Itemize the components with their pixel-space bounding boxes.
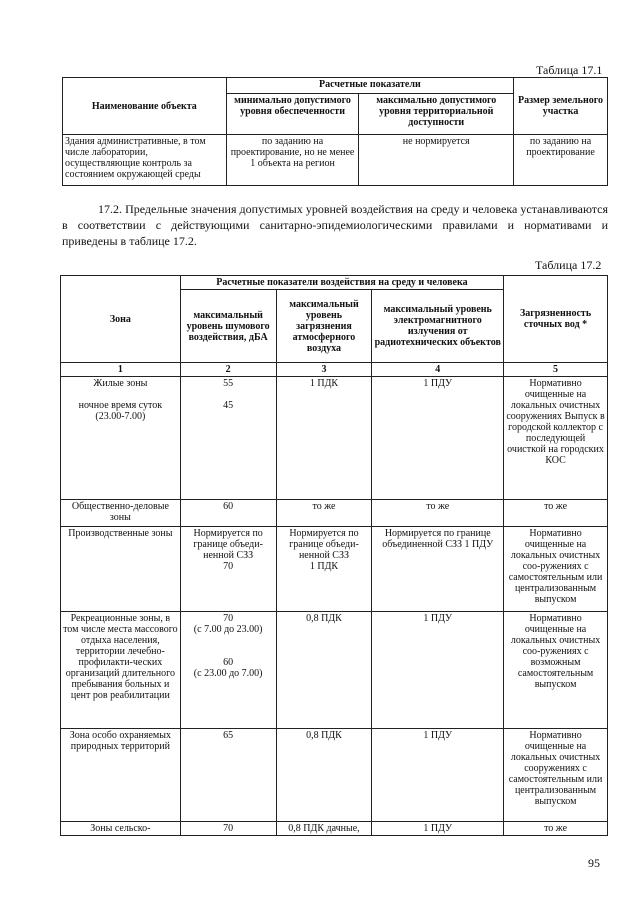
table-row (61, 612, 608, 729)
table-row (61, 500, 608, 527)
t2-r3-zone: Производственные зоны (61, 527, 181, 612)
t2-r2-air: то же (276, 500, 372, 527)
t1-header-name: Наименование объекта (63, 78, 227, 135)
t2-r1-em: 1 ПДУ (372, 377, 504, 500)
t2-r1-noise-a: 55 (223, 378, 234, 389)
t2-r1-zone-a: Жилые зоны (93, 378, 148, 389)
t1-cell-min: по заданию на проектирование, но не менее 1 объекта на регион (226, 135, 359, 186)
t2-num-4: 4 (372, 363, 504, 377)
t2-r4-zone: Рекреационные зоны, в том числе места массового отдыха населения, территории лечебно-профилакти-ческих организаций длительного пребывания больных и цент ров реабилитации (61, 612, 181, 729)
t2-r2-em: то же (372, 500, 504, 527)
t2-r3-air (276, 527, 372, 612)
page-number: 95 (588, 856, 600, 870)
t1-cell-name: Здания административные, в том числе лаборатории, осуществляющие контроль за состоянием окружающей среды (63, 135, 227, 186)
t2-r4-noise-a2: (с 7.00 до 23.00) (193, 624, 263, 635)
t2-r4-noise-b: 60 (223, 657, 234, 668)
t2-r3-noise (180, 527, 276, 612)
paragraph-17-2: 17.2. Предельные значения допустимых уровней воздействия на среду и человека устанавливаются в соответствии с действующими санитарно-эпидемиологическими правилами и нормативами и приведены в таблице 17.2. (62, 202, 608, 248)
t2-r5-air: 0,8 ПДК (276, 729, 372, 822)
table-row (61, 729, 608, 822)
t2-r1-noise (180, 377, 276, 500)
t2-r1-air: 1 ПДК (276, 377, 372, 500)
t2-number-row (61, 363, 608, 377)
t2-r6-noise: 70 (180, 822, 276, 836)
t2-header-em: максимальный уровень электромагнитного излучения от радиотехнических объектов (372, 290, 504, 363)
t2-r1-zone-b: ночное время суток (23.00-7.00) (78, 400, 163, 422)
t2-r3-noise-b: 70 (223, 561, 234, 572)
t2-r6-zone: Зоны сельско- (61, 822, 181, 836)
table-17-2 (60, 275, 608, 836)
t2-num-2: 2 (180, 363, 276, 377)
t2-r6-water: то же (504, 822, 608, 836)
t2-r6-air: 0,8 ПДК дачные, (276, 822, 372, 836)
t2-r1-water: Нормативно очищенные на локальных очистных сооружениях Выпуск в городской коллектор с последующей очисткой на городских КОС (504, 377, 608, 500)
table2-caption: Таблица 17.2 (535, 258, 602, 272)
t2-r1-noise-b: 45 (223, 400, 234, 411)
t2-r3-air-a: Нормируется по границе объеди-ненной СЗЗ (289, 528, 359, 561)
t2-num-5: 5 (504, 363, 608, 377)
t2-r2-zone: Общественно-деловые зоны (61, 500, 181, 527)
t1-cell-max: не нормируется (359, 135, 514, 186)
table-row (61, 822, 608, 836)
t2-r2-noise: 60 (180, 500, 276, 527)
t2-r5-water: Нормативно очищенные на локальных очистных сооружениях с самостоятельным или централизованным выпуском (504, 729, 608, 822)
t2-r4-water: Нормативно очищенные на локальных очистных соо-ружениях с возможным самостоятельным выпуском (504, 612, 608, 729)
table-row (61, 527, 608, 612)
t1-header-min: минимально допустимого уровня обеспеченности (226, 93, 359, 134)
t1-cell-size: по заданию на проектирование (514, 135, 608, 186)
t2-num-3: 3 (276, 363, 372, 377)
t2-r6-em: 1 ПДУ (372, 822, 504, 836)
table-17-1 (62, 77, 608, 186)
t2-header-zone: Зона (61, 276, 181, 363)
table-row (63, 135, 608, 186)
t1-header-size: Размер земельного участка (514, 78, 608, 135)
t2-r2-water: то же (504, 500, 608, 527)
table-row (61, 377, 608, 500)
t2-r3-air-b: 1 ПДК (309, 561, 339, 572)
t2-r5-zone: Зона особо охраняемых природных территорий (61, 729, 181, 822)
t2-r4-air: 0,8 ПДК (276, 612, 372, 729)
t2-r5-em: 1 ПДУ (372, 729, 504, 822)
t2-r4-noise-a: 70 (223, 613, 234, 624)
t2-header-calc: Расчетные показатели воздействия на среду и человека (180, 276, 503, 290)
t2-r4-noise (180, 612, 276, 729)
t2-r4-em: 1 ПДУ (372, 612, 504, 729)
t2-r3-noise-a: Нормируется по границе объеди-ненной СЗЗ (193, 528, 263, 561)
t2-r3-em: Нормируется по границе объединенной СЗЗ 1 ПДУ (372, 527, 504, 612)
t2-r5-noise: 65 (180, 729, 276, 822)
t2-num-1: 1 (61, 363, 181, 377)
t1-header-calc: Расчетные показатели (226, 78, 513, 94)
t2-header-air: максимальный уровень загрязнения атмосферного воздуха (276, 290, 372, 363)
t2-header-water: Загрязненность сточных вод * (504, 276, 608, 363)
t2-r1-zone (61, 377, 181, 500)
t1-header-max: максимально допустимого уровня территориальной доступности (359, 93, 514, 134)
table1-caption: Таблица 17.1 (536, 63, 603, 77)
t2-r3-water: Нормативно очищенные на локальных очистных соо-ружениях с самостоятельным или централизованным выпуском (504, 527, 608, 612)
t2-r4-noise-b2: (с 23.00 до 7.00) (193, 668, 263, 679)
t2-header-noise: максимальный уровень шумового воздействия, дБА (180, 290, 276, 363)
